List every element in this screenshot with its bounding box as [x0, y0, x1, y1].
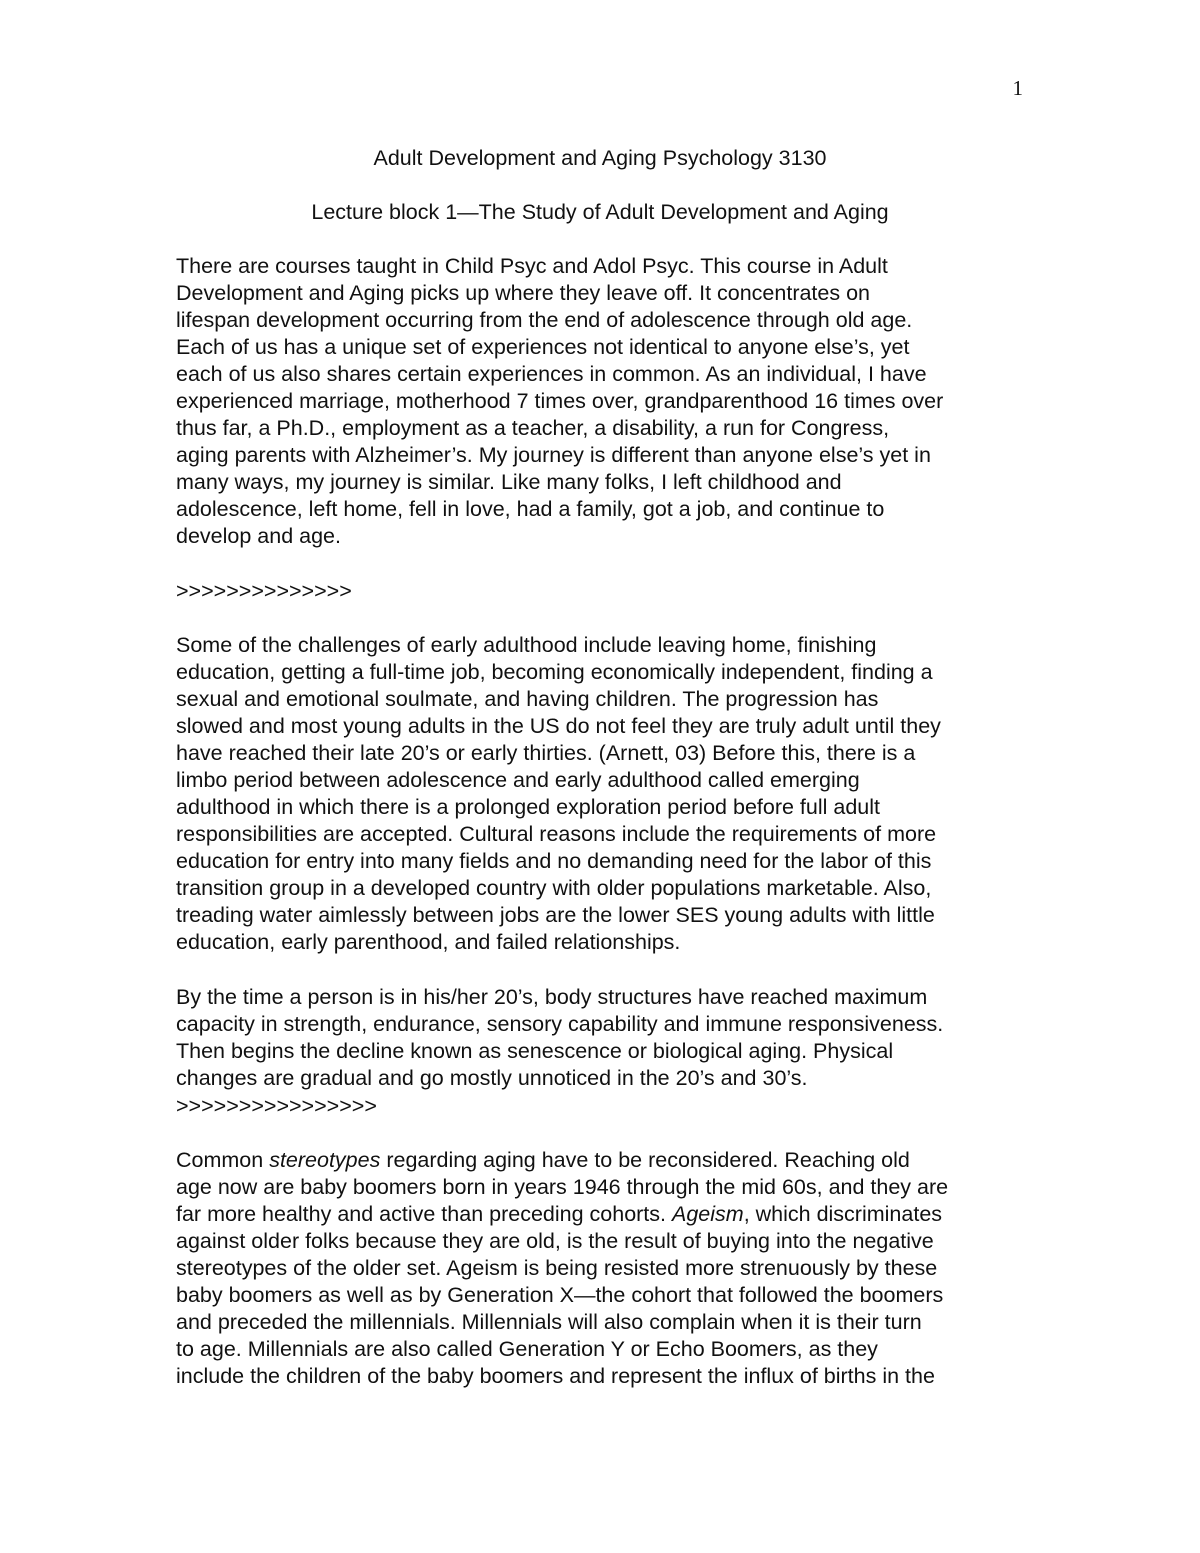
text-line: stereotypes of the older set. Ageism is being resisted more strenuously by these — [176, 1256, 938, 1280]
text-line: adolescence, left home, fell in love, had a family, got a job, and continue to — [176, 497, 885, 521]
text-line — [176, 1147, 1056, 1174]
paragraph-intro — [176, 253, 1056, 550]
text-run: far more healthy and active than preceding cohorts. — [176, 1202, 672, 1226]
text-line: limbo period between adolescence and early adulthood called emerging — [176, 768, 860, 792]
text-line: lifespan development occurring from the end of adolescence through old age. — [176, 308, 913, 332]
text-line: Some of the challenges of early adulthood include leaving home, finishing — [176, 633, 877, 657]
text-line: and preceded the millennials. Millennials will also complain when it is their turn — [176, 1310, 922, 1334]
text-line: have reached their late 20’s or early thirties. (Arnett, 03) Before this, there is a — [176, 741, 916, 765]
text-run: , which discriminates — [743, 1202, 943, 1226]
lecture-title: Lecture block 1—The Study of Adult Development and Aging — [311, 200, 889, 224]
section-separator: >>>>>>>>>>>>>>>> — [176, 1094, 377, 1118]
text-line: age now are baby boomers born in years 1946 through the mid 60s, and they are — [176, 1175, 949, 1199]
text-line: treading water aimlessly between jobs are the lower SES young adults with little — [176, 903, 935, 927]
text-line: Development and Aging picks up where they leave off. It concentrates on — [176, 281, 871, 305]
paragraph-stereotypes — [176, 1147, 1056, 1390]
text-run: Common — [176, 1148, 270, 1172]
text-line: Then begins the decline known as senescence or biological aging. Physical — [176, 1039, 894, 1063]
text-run: regarding aging have to be reconsidered. Reaching old — [380, 1148, 910, 1172]
text-line: responsibilities are accepted. Cultural reasons include the requirements of more — [176, 822, 937, 846]
course-title: Adult Development and Aging Psychology 3130 — [373, 146, 827, 170]
text-line — [176, 1201, 1056, 1228]
text-line: By the time a person is in his/her 20’s, body structures have reached maximum — [176, 985, 928, 1009]
paragraph-early-adulthood — [176, 632, 1056, 956]
text-line: education, getting a full-time job, becoming economically independent, finding a — [176, 660, 933, 684]
text-line: Each of us has a unique set of experiences not identical to anyone else’s, yet — [176, 335, 910, 359]
text-line: slowed and most young adults in the US do not feel they are truly adult until they — [176, 714, 941, 738]
text-line: to age. Millennials are also called Generation Y or Echo Boomers, as they — [176, 1337, 878, 1361]
text-line: education, early parenthood, and failed relationships. — [176, 930, 681, 954]
section-separator: >>>>>>>>>>>>>> — [176, 579, 352, 603]
text-line: adulthood in which there is a prolonged exploration period before full adult — [176, 795, 880, 819]
text-line: aging parents with Alzheimer’s. My journey is different than anyone else’s yet in — [176, 443, 931, 467]
text-line: include the children of the baby boomers and represent the influx of births in the — [176, 1364, 935, 1388]
text-line: thus far, a Ph.D., employment as a teacher, a disability, a run for Congress, — [176, 416, 890, 440]
text-line: education for entry into many fields and no demanding need for the labor of this — [176, 849, 932, 873]
page-number: 1 — [1012, 76, 1023, 100]
text-line: capacity in strength, endurance, sensory capability and immune responsiveness. — [176, 1012, 944, 1036]
text-line: sexual and emotional soulmate, and having children. The progression has — [176, 687, 879, 711]
text-line: changes are gradual and go mostly unnoticed in the 20’s and 30’s. — [176, 1066, 808, 1090]
text-line: There are courses taught in Child Psyc and Adol Psyc. This course in Adult — [176, 254, 888, 278]
text-line: against older folks because they are old, is the result of buying into the negative — [176, 1229, 934, 1253]
text-line: develop and age. — [176, 524, 341, 548]
emphasized-term: Ageism — [671, 1202, 744, 1226]
text-line: many ways, my journey is similar. Like many folks, I left childhood and — [176, 470, 842, 494]
emphasized-term: stereotypes — [269, 1148, 381, 1172]
text-line: experienced marriage, motherhood 7 times over, grandparenthood 16 times over — [176, 389, 944, 413]
text-line: transition group in a developed country with older populations marketable. Also, — [176, 876, 932, 900]
text-line: baby boomers as well as by Generation X—the cohort that followed the boomers — [176, 1283, 944, 1307]
text-line: each of us also shares certain experiences in common. As an individual, I have — [176, 362, 927, 386]
paragraph-body-structures — [176, 984, 1056, 1092]
